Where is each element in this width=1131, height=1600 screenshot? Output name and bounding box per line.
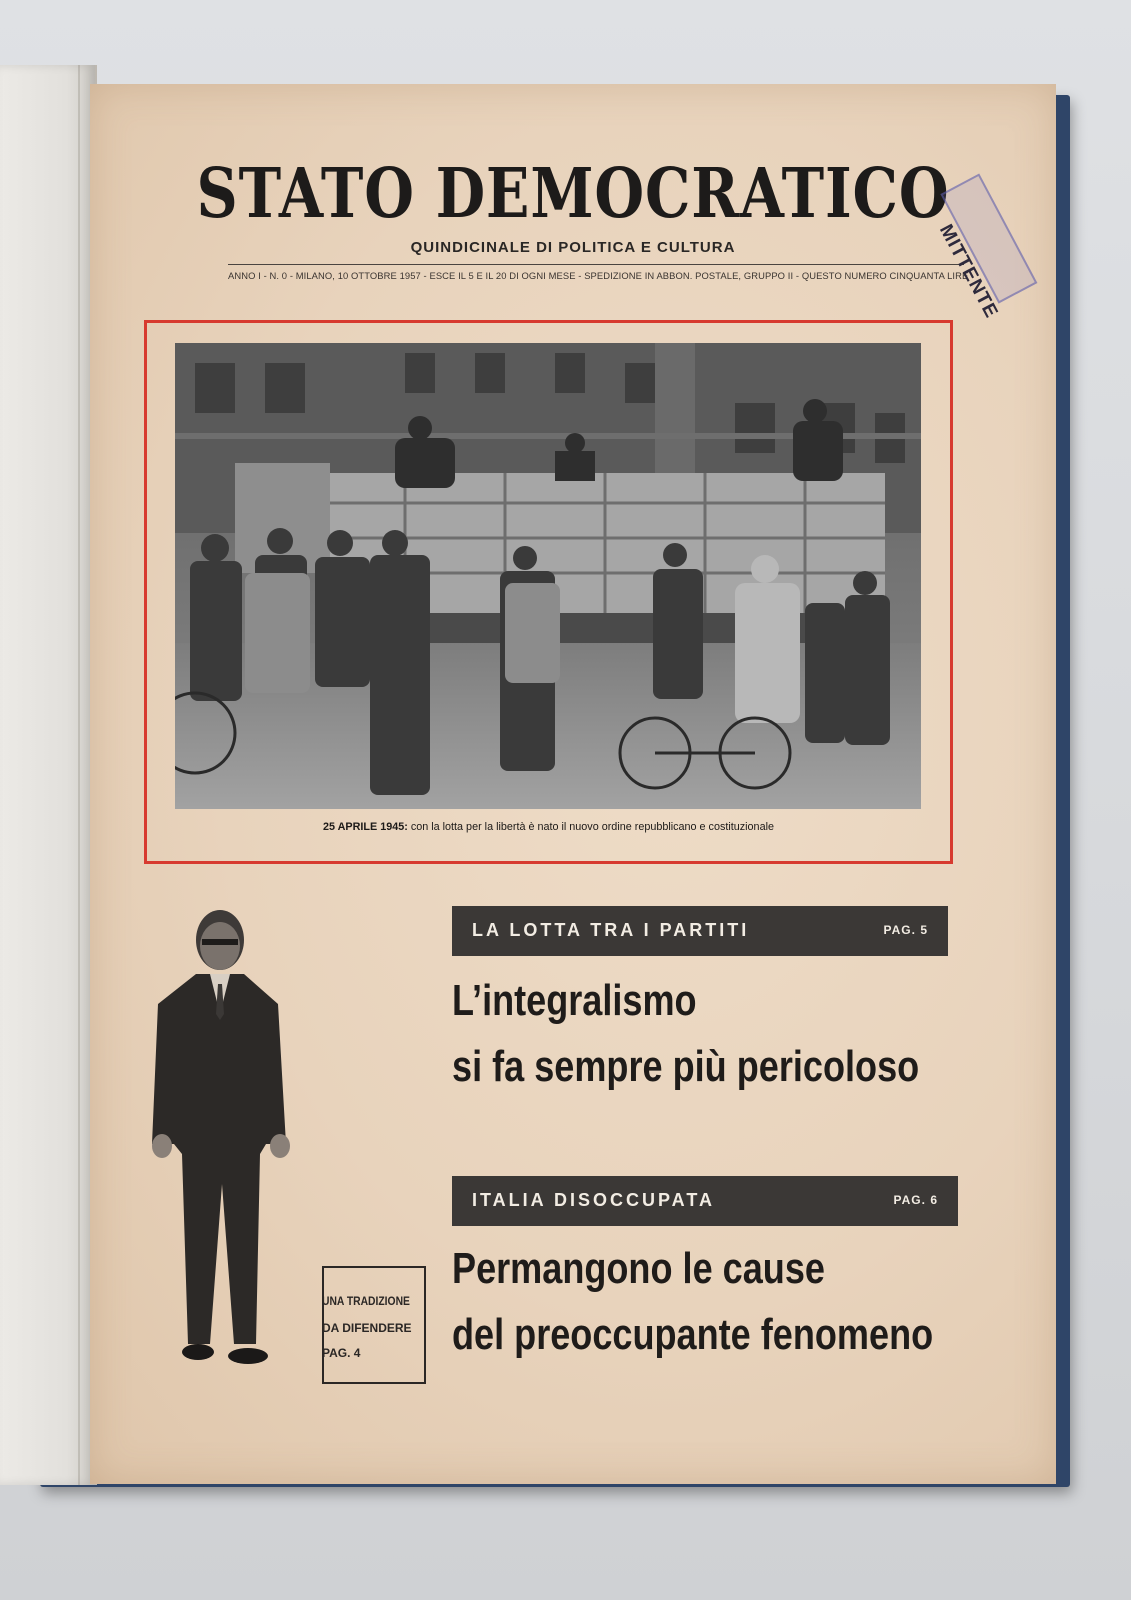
photo-illustration (175, 343, 921, 809)
newspaper-page (90, 84, 1056, 1484)
section-label-disoccupata: ITALIA DISOCCUPATA (472, 1190, 715, 1210)
page-ref-disoccupata: PAG. 6 (893, 1193, 938, 1207)
headline-permangono-line1: Permangono le cause (452, 1244, 825, 1293)
headline-integralismo-line1: L’integralismo (452, 976, 697, 1025)
photo-caption (147, 821, 950, 833)
stamp-text: MITTENTE (935, 221, 1002, 322)
page-fold (78, 65, 80, 1485)
teaser-line1: UNA TRADIZIONE (322, 1294, 410, 1308)
section-banner-disoccupata (452, 1176, 958, 1226)
page-ref-partiti: PAG. 5 (883, 923, 928, 937)
sidebar-teaser-box (322, 1266, 426, 1384)
masthead-rule (228, 264, 964, 265)
photo-frame (144, 320, 953, 864)
portrait-figure (138, 904, 298, 1374)
photo-caption-text: con la lotta per la libertà è nato il nuovo ordine repubblicano e costituzionale (407, 821, 774, 833)
left-page-stack (0, 65, 97, 1485)
photo-caption-date: 25 APRILE 1945: (323, 821, 408, 833)
historic-photo (175, 343, 921, 809)
headline-integralismo-line2: si fa sempre più pericoloso (452, 1042, 920, 1091)
section-banner-partiti (452, 906, 948, 956)
issue-info-line: ANNO I - N. 0 - MILANO, 10 OTTOBRE 1957 - ESCE IL 5 E IL 20 DI OGNI MESE - SPEDIZIONE IN ABBON. POSTALE, GRUPPO II - QUESTO NUMERO CINQUANTA LIRE (228, 270, 969, 281)
headline-permangono-line2: del preoccupante fenomeno (452, 1310, 934, 1359)
teaser-line2: DA DIFENDERE (322, 1321, 412, 1335)
teaser-page-ref: PAG. 4 (322, 1346, 361, 1360)
masthead-subtitle: QUINDICINALE DI POLITICA E CULTURA (410, 239, 736, 256)
section-label-partiti: LA LOTTA TRA I PARTITI (472, 920, 750, 940)
masthead-title: STATO DEMOCRATICO (196, 154, 950, 234)
